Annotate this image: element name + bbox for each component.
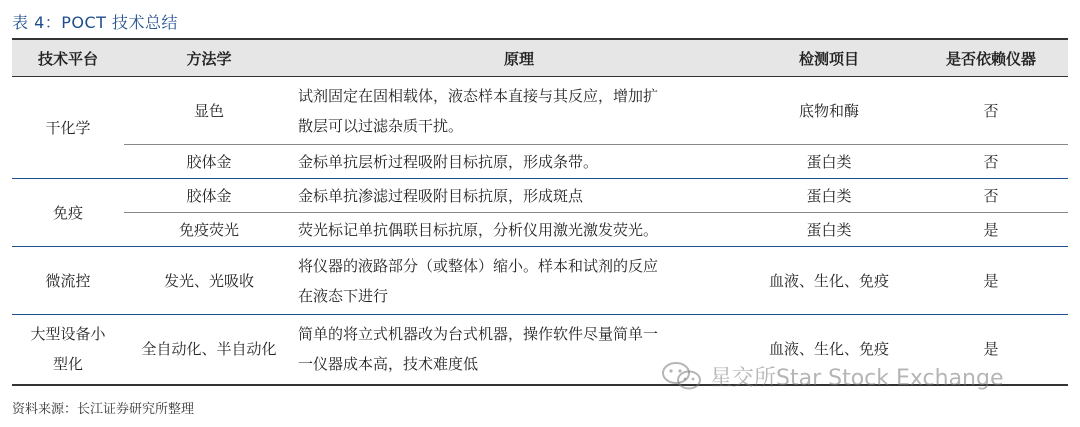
method-cell: 胶体金 bbox=[124, 145, 294, 179]
principle-cell: 荧光标记单抗偶联目标抗原，分析仪用激光激发荧光。 bbox=[294, 213, 744, 247]
header-platform: 技术平台 bbox=[12, 39, 124, 77]
item-cell: 蛋白类 bbox=[806, 186, 852, 205]
depends-cell: 是 bbox=[914, 213, 1068, 247]
principle-cell bbox=[294, 247, 744, 315]
table-row bbox=[12, 315, 1068, 385]
table-row bbox=[12, 179, 1068, 213]
method-cell: 显色 bbox=[193, 101, 224, 120]
table-row bbox=[12, 145, 1068, 179]
table-row bbox=[12, 77, 1068, 145]
principle-cell bbox=[294, 315, 744, 385]
item-cell: 血液、生化、免疫 bbox=[744, 315, 914, 385]
principle-line: 在液态下进行 bbox=[298, 286, 389, 305]
depends-cell: 否 bbox=[983, 101, 999, 120]
depends-cell: 是 bbox=[914, 247, 1068, 315]
item-cell: 血液、生化、免疫 bbox=[744, 247, 914, 315]
principle-cell: 金标单抗渗滤过程吸附目标抗原，形成斑点 bbox=[298, 186, 584, 205]
principle-line: 简单的将立式机器改为台式机器，操作软件尽量简单一 bbox=[298, 325, 659, 344]
header-method: 方法学 bbox=[124, 39, 294, 77]
item-cell: 底物和酶 bbox=[798, 101, 859, 120]
principle-line: 试剂固定在固相载体，液态样本直接与其反应，增加扩 bbox=[298, 86, 659, 105]
header-principle: 原理 bbox=[294, 39, 744, 77]
method-cell: 发光、光吸收 bbox=[124, 247, 294, 315]
depends-cell: 否 bbox=[914, 145, 1068, 179]
platform-line: 大型设备小 bbox=[30, 325, 106, 344]
table-row bbox=[12, 247, 1068, 315]
table-row bbox=[12, 213, 1068, 247]
poct-summary-table bbox=[12, 38, 1068, 386]
platform-line: 型化 bbox=[52, 355, 83, 374]
header-item: 检测项目 bbox=[744, 39, 914, 77]
platform-cell: 微流控 bbox=[12, 247, 124, 315]
depends-cell: 否 bbox=[983, 186, 999, 205]
source-note: 资料来源：长江证券研究所整理 bbox=[12, 402, 195, 417]
header-depends: 是否依赖仪器 bbox=[914, 39, 1068, 77]
watermark-text: 星交所Star Stock Exchange bbox=[710, 365, 1004, 391]
item-cell: 蛋白类 bbox=[744, 213, 914, 247]
method-cell: 全自动化、半自动化 bbox=[124, 315, 294, 385]
principle-line: 一仪器成本高，技术难度低 bbox=[298, 355, 479, 374]
item-cell: 蛋白类 bbox=[744, 145, 914, 179]
platform-cell: 免疫 bbox=[12, 179, 124, 247]
platform-cell: 干化学 bbox=[12, 77, 124, 179]
platform-cell bbox=[12, 315, 124, 385]
depends-cell: 是 bbox=[914, 315, 1068, 385]
principle-line: 将仪器的液路部分（或整体）缩小。样本和试剂的反应 bbox=[298, 256, 659, 275]
table-caption: 表 4：POCT 技术总结 bbox=[12, 13, 179, 32]
principle-cell: 金标单抗层析过程吸附目标抗原，形成条带。 bbox=[294, 145, 744, 179]
table-header-row bbox=[12, 39, 1068, 77]
poct-table-container bbox=[12, 38, 1068, 386]
method-cell: 胶体金 bbox=[186, 186, 232, 205]
principle-cell bbox=[294, 77, 744, 145]
principle-line: 散层可以过滤杂质干扰。 bbox=[298, 116, 464, 135]
method-cell: 免疫荧光 bbox=[124, 213, 294, 247]
